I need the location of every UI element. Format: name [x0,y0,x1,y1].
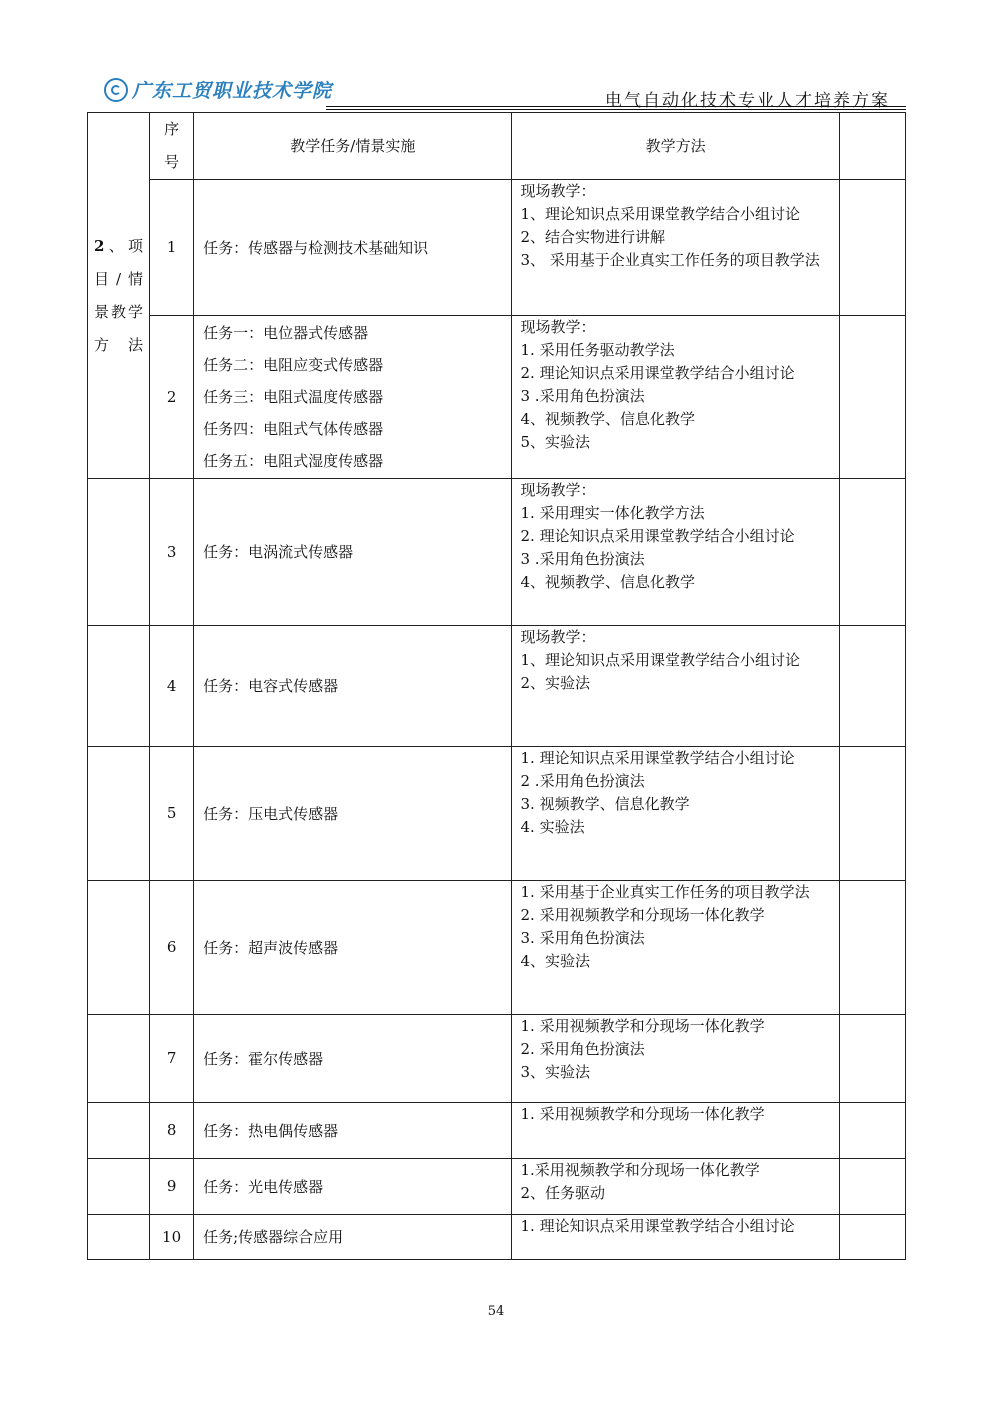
document-title: 电气自动化技术专业人才培养方案 [605,91,890,111]
extra-cell [839,1215,905,1260]
extra-cell [839,881,905,1015]
method-text: 2、结合实物进行讲解 [520,228,666,246]
task-text: 任务：压电式传感器 [203,804,339,823]
table-row [88,1103,906,1159]
extra-cell [839,479,905,626]
category-blank-cell [88,479,150,626]
method-text: 5、实验法 [520,433,591,451]
header-task: 教学任务/情景实施 [194,113,512,180]
extra-cell [839,316,905,479]
page-number: 54 [487,1304,505,1319]
method-text: 3. 视频教学、信息化教学 [520,795,690,813]
table-header-row [88,113,906,180]
table-row [88,747,906,881]
method-text: 现场教学： [520,318,596,336]
method-cell [512,881,839,1015]
category-blank-cell [88,1159,150,1215]
method-text: 2. 理论知识点采用课堂教学结合小组讨论 [520,527,795,545]
task-cell [194,1159,512,1215]
task-cell [194,180,512,316]
task-cell [194,881,512,1015]
method-text: 3、实验法 [520,1063,591,1081]
method-cell [512,1215,839,1260]
seq-cell: 4 [150,626,194,747]
seq-cell: 2 [150,316,194,479]
category-label: 2、项目/情景教学方法 [94,236,144,354]
task-text: 任务三：电阻式温度传感器 [203,388,384,406]
category-blank-cell [88,747,150,881]
category-blank-cell [88,626,150,747]
method-text: 1.采用视频教学和分现场一体化教学 [520,1161,760,1179]
header-method: 教学方法 [512,113,839,180]
seq-cell: 9 [150,1159,194,1215]
task-text: 任务;传感器综合应用 [203,1228,344,1246]
task-cell [194,1215,512,1260]
category-blank-cell [88,1215,150,1260]
method-text: 3 .采用角色扮演法 [520,387,645,405]
method-text: 2. 采用角色扮演法 [520,1040,645,1058]
method-text: 1、理论知识点采用课堂教学结合小组讨论 [520,205,801,223]
method-text: 4. 实验法 [520,818,585,836]
task-text: 任务：超声波传感器 [203,938,339,957]
method-text: 1. 采用视频教学和分现场一体化教学 [520,1105,765,1123]
seq-cell: 5 [150,747,194,881]
method-cell [512,1015,839,1103]
task-text: 任务五：电阻式湿度传感器 [203,452,384,470]
seq-cell: 6 [150,881,194,1015]
task-text: 任务：电涡流式传感器 [203,543,354,561]
method-cell [512,1159,839,1215]
method-cell [512,479,839,626]
task-text: 任务：光电传感器 [203,1177,324,1196]
seq-cell: 1 [150,180,194,316]
extra-cell [839,1015,905,1103]
extra-cell [839,747,905,881]
category-cell [88,113,150,479]
header-seq: 序号 [150,113,194,180]
table-row [88,180,906,316]
extra-cell [839,180,905,316]
page-header [86,72,906,112]
task-cell [194,747,512,881]
method-text: 现场教学： [520,182,596,200]
task-text: 任务：传感器与检测技术基础知识 [203,238,429,257]
header-divider-secondary [326,109,906,110]
method-text: 1、理论知识点采用课堂教学结合小组讨论 [520,651,801,669]
category-blank-cell [88,881,150,1015]
school-logo [104,76,332,103]
method-text: 3. 采用角色扮演法 [520,929,645,947]
method-text: 2、实验法 [520,674,591,692]
method-text: 2、任务驱动 [520,1184,606,1202]
seq-cell: 10 [150,1215,194,1260]
table-row [88,316,906,479]
method-text: 2 .采用角色扮演法 [520,772,645,790]
category-blank-cell [88,1103,150,1159]
task-cell [194,1103,512,1159]
method-text: 1. 采用理实一体化教学方法 [520,504,705,522]
extra-cell [839,626,905,747]
extra-cell [839,1103,905,1159]
table-row [88,1159,906,1215]
method-cell [512,1103,839,1159]
school-emblem-icon [104,78,128,102]
table-row [88,1215,906,1260]
task-text: 任务：热电偶传感器 [203,1121,339,1140]
task-text: 任务：霍尔传感器 [203,1049,324,1068]
method-text: 3、 采用基于企业真实工作任务的项目教学法 [520,251,820,269]
seq-cell: 3 [150,479,194,626]
method-text: 2. 理论知识点采用课堂教学结合小组讨论 [520,364,795,382]
task-text: 任务：电容式传感器 [203,677,339,695]
method-text: 1. 理论知识点采用课堂教学结合小组讨论 [520,749,795,767]
seq-cell: 8 [150,1103,194,1159]
school-name: 广东工贸职业技术学院 [132,80,333,102]
seq-cell: 7 [150,1015,194,1103]
method-text: 4、视频教学、信息化教学 [520,573,696,591]
table-row [88,479,906,626]
method-text: 现场教学： [520,481,596,499]
task-text: 任务二：电阻应变式传感器 [203,356,384,374]
method-cell [512,626,839,747]
method-cell [512,316,839,479]
method-text: 3 .采用角色扮演法 [520,550,645,568]
method-text: 1. 采用任务驱动教学法 [520,341,675,359]
header-extra [839,113,905,180]
method-text: 1. 采用基于企业真实工作任务的项目教学法 [520,883,810,901]
task-text: 任务一：电位器式传感器 [203,324,369,342]
teaching-method-table [87,112,906,1260]
method-text: 现场教学： [520,628,596,646]
method-cell [512,180,839,316]
method-text: 2. 采用视频教学和分现场一体化教学 [520,906,765,924]
task-cell [194,626,512,747]
method-text: 4、视频教学、信息化教学 [520,410,696,428]
extra-cell [839,1159,905,1215]
method-text: 1. 采用视频教学和分现场一体化教学 [520,1017,765,1035]
task-text: 任务四：电阻式气体传感器 [203,420,384,438]
table-row [88,626,906,747]
method-text: 4、实验法 [520,952,591,970]
table-row [88,1015,906,1103]
header-divider [326,106,906,107]
task-cell [194,316,512,479]
category-blank-cell [88,1015,150,1103]
table-row [88,881,906,1015]
method-text: 1. 理论知识点采用课堂教学结合小组讨论 [520,1217,795,1235]
task-cell [194,1015,512,1103]
task-cell [194,479,512,626]
method-cell [512,747,839,881]
